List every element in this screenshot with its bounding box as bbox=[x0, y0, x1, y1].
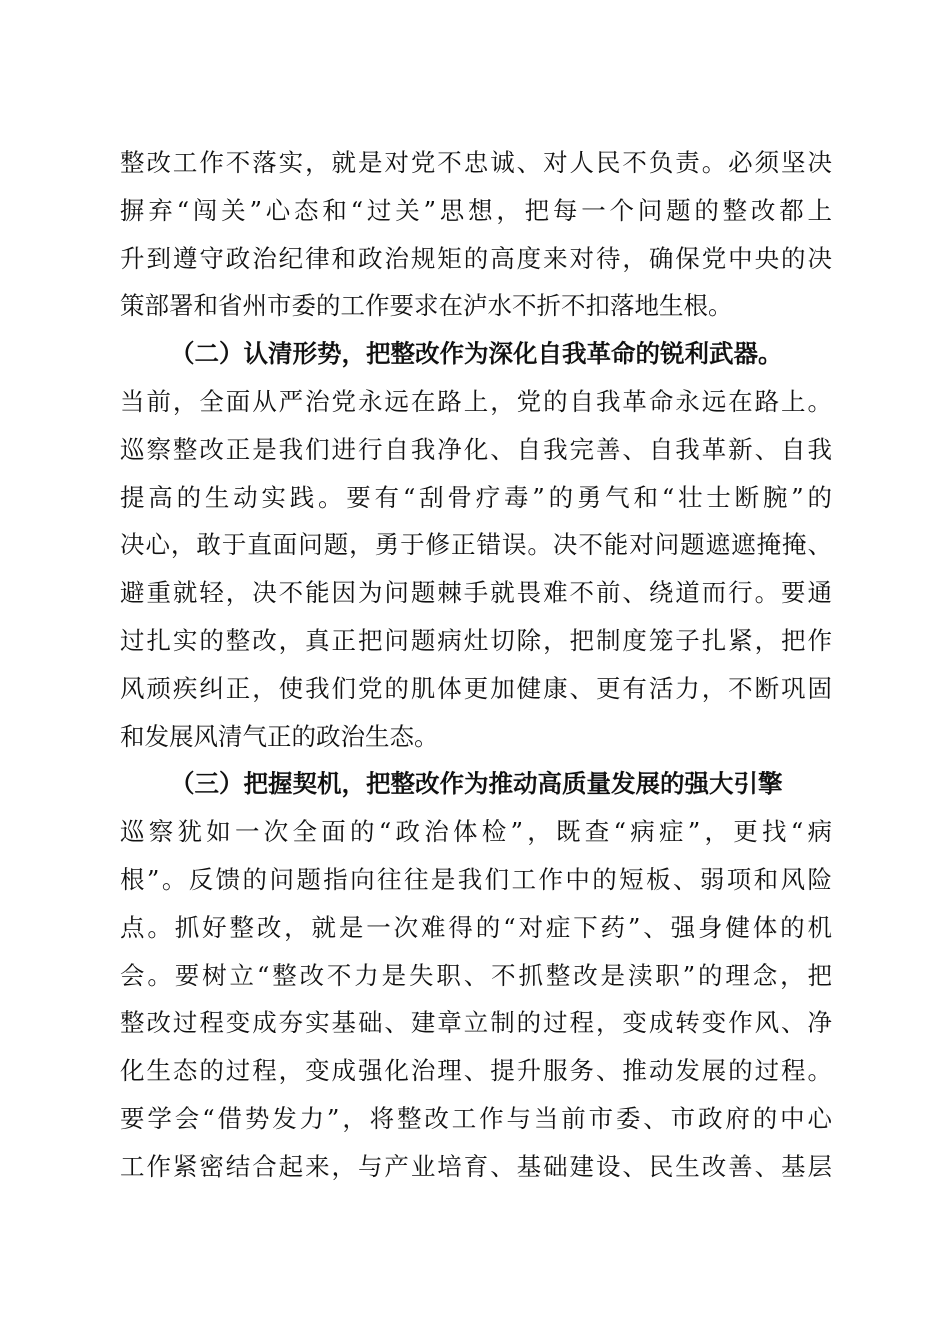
paragraph-3 bbox=[120, 760, 832, 1190]
text-line: 过扎实的整改，真正把问题病灶切除，把制度笼子扎紧，把作 bbox=[120, 625, 832, 655]
section-heading-2: （二）认清形势，把整改作为深化自我革命的锐利武器。 bbox=[170, 339, 783, 369]
text-line: 摒弃“闯关”心态和“过关”思想，把每一个问题的整改都上 bbox=[120, 195, 832, 225]
text-line: 点。抓好整改，就是一次难得的“对症下药”、强身健体的机 bbox=[120, 912, 832, 942]
text-line: 当前，全面从严治党永远在路上，党的自我革命永远在路上。 bbox=[120, 386, 832, 416]
text-line: 巡察整改正是我们进行自我净化、自我完善、自我革新、自我 bbox=[120, 434, 832, 464]
text-line: 决心，敢于直面问题，勇于修正错误。决不能对问题遮遮掩掩、 bbox=[120, 530, 832, 560]
text-line: 根”。反馈的问题指向往往是我们工作中的短板、弱项和风险 bbox=[120, 864, 832, 894]
text-line: 工作紧密结合起来，与产业培育、基础建设、民生改善、基层 bbox=[120, 1151, 832, 1181]
body-text bbox=[120, 139, 832, 1191]
text-line: 整改过程变成夯实基础、建章立制的过程，变成转变作风、净 bbox=[120, 1008, 832, 1038]
text-line: 和发展风清气正的政治生态。 bbox=[120, 721, 439, 751]
paragraph-1 bbox=[120, 139, 832, 330]
text-line: 巡察犹如一次全面的“政治体检”，既查“病症”，更找“病 bbox=[120, 817, 832, 847]
text-line: 风顽疾纠正，使我们党的肌体更加健康、更有活力，不断巩固 bbox=[120, 673, 832, 703]
text-line: 整改工作不落实，就是对党不忠诚、对人民不负责。必须坚决 bbox=[120, 148, 832, 177]
paragraph-2 bbox=[120, 330, 832, 760]
section-heading-3: （三）把握契机，把整改作为推动高质量发展的强大引擎 bbox=[170, 769, 783, 799]
text-line: 升到遵守政治纪律和政治规矩的高度来对待，确保党中央的决 bbox=[120, 243, 832, 273]
text-line: 避重就轻，决不能因为问题棘手就畏难不前、绕道而行。要通 bbox=[120, 578, 832, 608]
text-line: 提高的生动实践。要有“刮骨疗毒”的勇气和“壮士断腕”的 bbox=[120, 482, 832, 512]
text-line: 策部署和省州市委的工作要求在泸水不折不扣落地生根。 bbox=[120, 291, 733, 321]
text-line: 会。要树立“整改不力是失职、不抓整改是渎职”的理念，把 bbox=[120, 960, 832, 990]
text-line: 化生态的过程，变成强化治理、提升服务、推动发展的过程。 bbox=[120, 1056, 832, 1086]
text-line: 要学会“借势发力”，将整改工作与当前市委、市政府的中心 bbox=[120, 1103, 832, 1133]
